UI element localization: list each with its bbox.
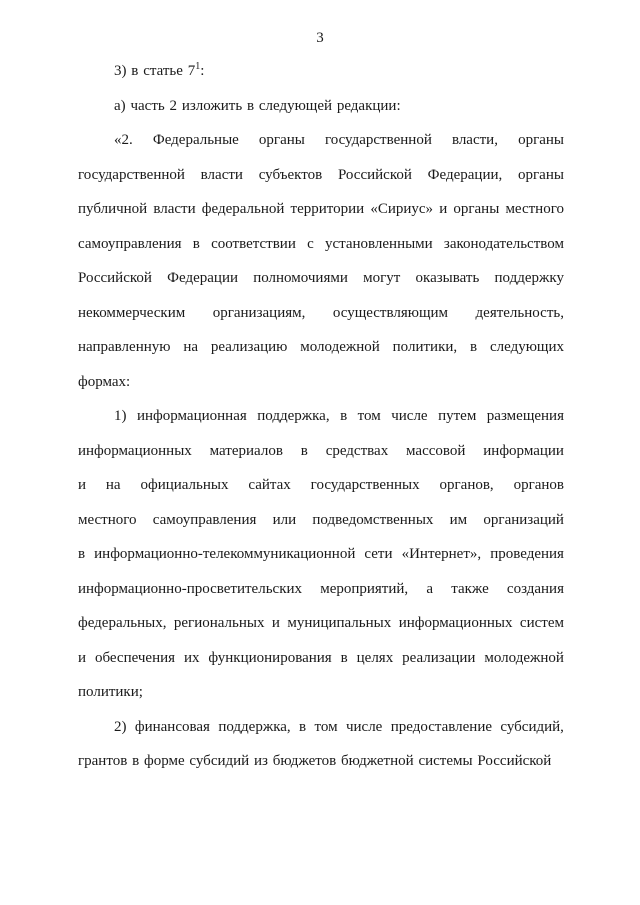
text-line: 3) в статье $7^1$: (114, 61, 205, 79)
paragraph (78, 123, 564, 399)
paragraph (78, 54, 564, 89)
text-line: 1) информационная поддержка, в том числе путем размещения (114, 408, 564, 424)
page-number: 3 (316, 30, 324, 46)
text-line: и обеспечения их функционирования в целях реализации молодежной (78, 649, 564, 666)
text-line: Российской Федерации полномочиями могут оказывать поддержку (78, 270, 564, 286)
paragraph (78, 89, 564, 124)
text-line: государственной власти субъектов Российской Федерации, органы (78, 166, 564, 183)
text-line: самоуправления в соответствии с установленными законодательством (78, 235, 564, 252)
text-line: местного самоуправления или подведомственных им организаций (78, 511, 564, 528)
text-line: некоммерческим организациям, осуществляющим деятельность, (78, 304, 564, 321)
text-line: информационных материалов в средствах массовой информации (78, 442, 564, 459)
text-line: а) часть 2 изложить в следующей редакции: (114, 97, 401, 114)
text-line: формах: (78, 373, 131, 390)
text-line: и на официальных сайтах государственных органов, органов (78, 477, 564, 493)
text-line: информационно-просветительских мероприятий, а также создания (78, 580, 564, 597)
text-line: «2. Федеральные органы государственной власти, органы (114, 132, 564, 148)
text-line: 2) финансовая поддержка, в том числе предоставление субсидий, (114, 718, 564, 735)
paragraph (78, 710, 564, 779)
document-body (78, 54, 564, 779)
paragraph (78, 399, 564, 710)
text-line: направленную на реализацию молодежной политики, в следующих (78, 339, 564, 355)
text-line: грантов в форме субсидий из бюджетов бюджетной системы Российской (78, 753, 552, 769)
text-line: в информационно-телекоммуникационной сети «Интернет», проведения (78, 546, 564, 562)
text-line: публичной власти федеральной территории «Сириус» и органы местного (78, 201, 564, 217)
text-line: федеральных, региональных и муниципальных информационных систем (78, 615, 564, 631)
text-line: политики; (78, 684, 143, 700)
